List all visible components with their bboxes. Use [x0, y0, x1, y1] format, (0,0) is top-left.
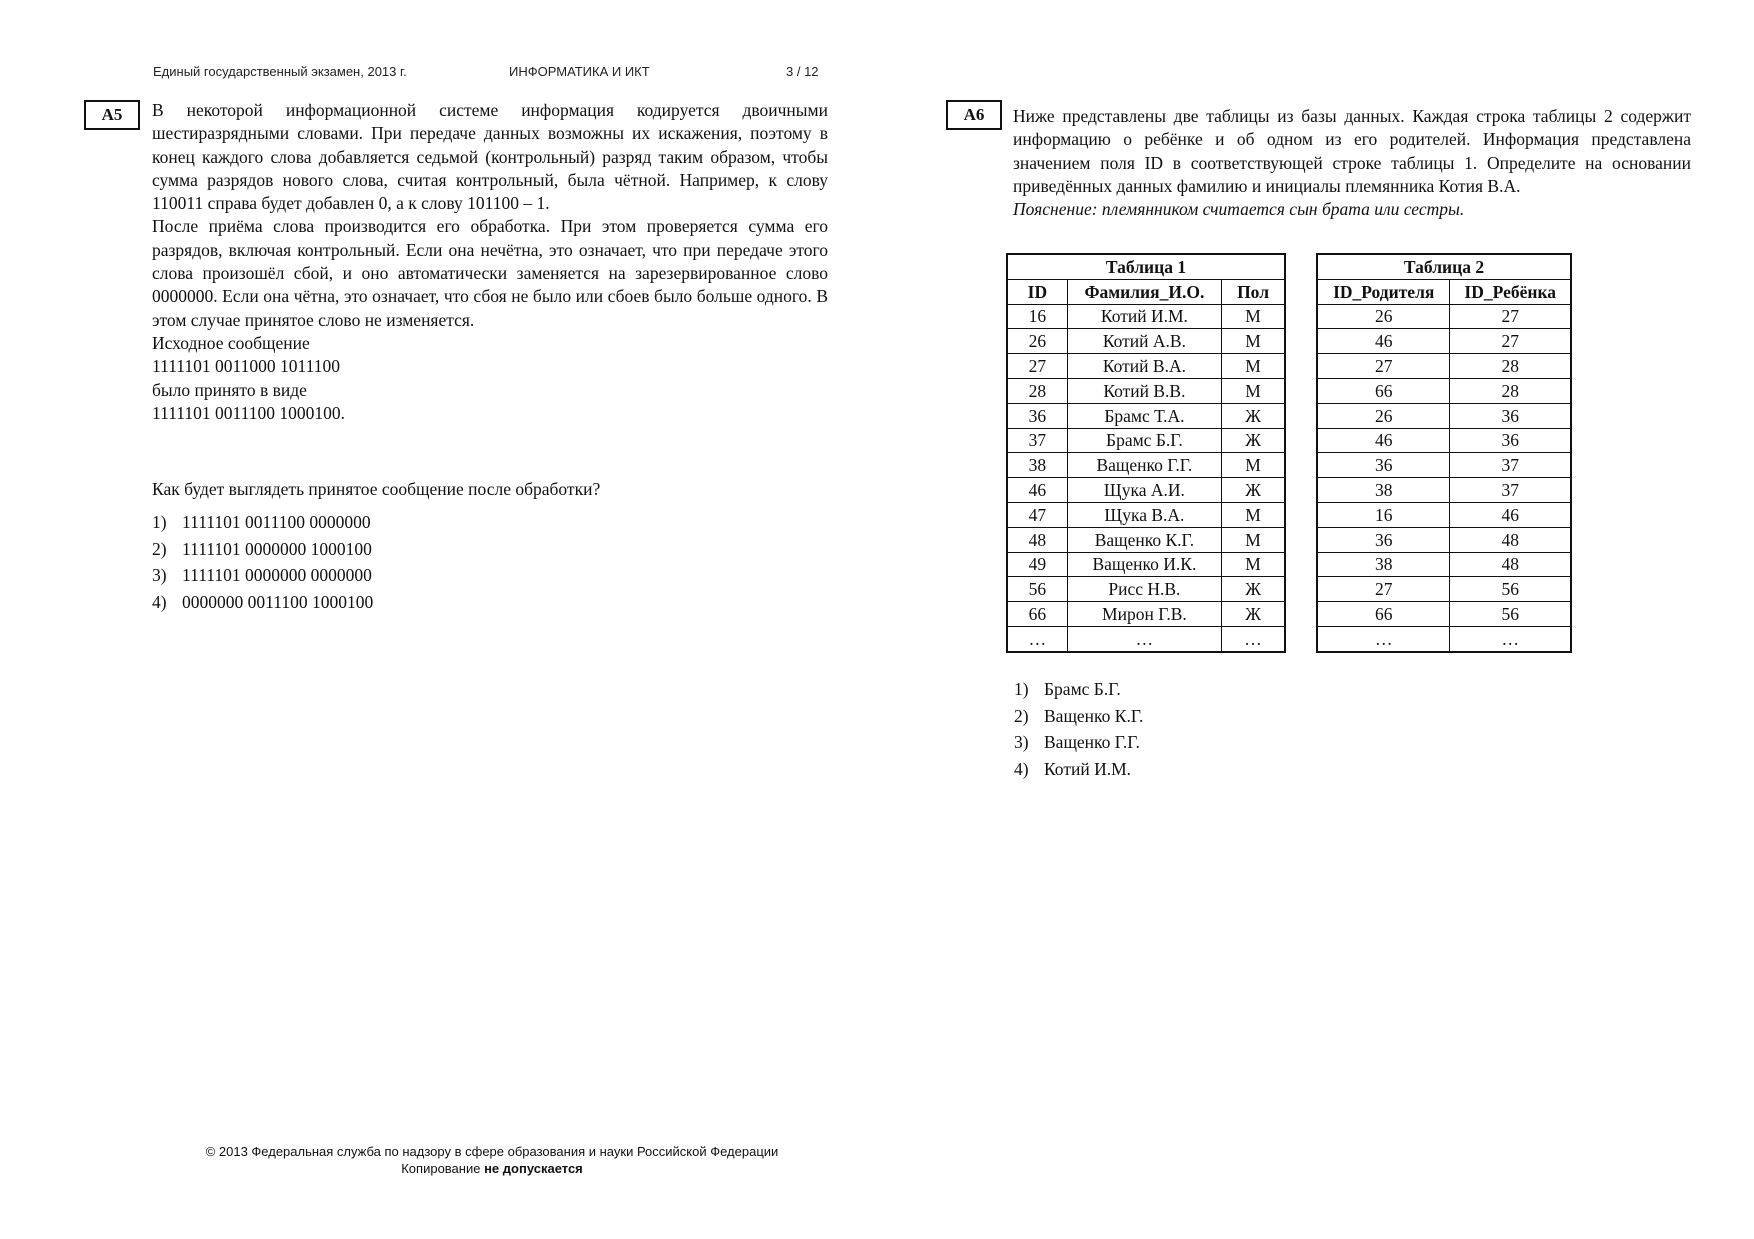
a5-line-original-label: Исходное сообщение	[152, 332, 310, 353]
table-1-row-cell: Ж	[1222, 478, 1285, 503]
a6-option-4[interactable]: 4) Котий И.М.	[1014, 758, 1132, 779]
table-2-row-cell: 28	[1450, 354, 1571, 379]
table-2-row	[1317, 304, 1571, 329]
table-2-row-cell: 36	[1450, 428, 1571, 453]
table-1-row-cell: М	[1222, 552, 1285, 577]
table-1-row	[1007, 428, 1285, 453]
table-2-row-cell: 46	[1450, 502, 1571, 527]
a5-option-2[interactable]: 2) 1111101 0000000 1000100	[152, 538, 372, 559]
table-2-row	[1317, 527, 1571, 552]
table-1-row-cell: 56	[1007, 577, 1067, 602]
table-2-row-cell: 28	[1450, 378, 1571, 403]
table-1-row	[1007, 527, 1285, 552]
table-1-row	[1007, 329, 1285, 354]
header-subject: ИНФОРМАТИКА И ИКТ	[509, 64, 650, 79]
table-1-row-cell: 46	[1007, 478, 1067, 503]
table-1-row-cell: Ж	[1222, 403, 1285, 428]
a6-option-2[interactable]: 2) Ващенко К.Г.	[1014, 705, 1144, 726]
table-1-row-cell: 48	[1007, 527, 1067, 552]
table-2-row	[1317, 403, 1571, 428]
table-1-row-cell: Мирон Г.В.	[1067, 602, 1221, 627]
table-1-row-cell: Рисс Н.В.	[1067, 577, 1221, 602]
table-2-row-cell: 36	[1317, 453, 1450, 478]
table-2-row-cell: 27	[1450, 304, 1571, 329]
table-2-row	[1317, 354, 1571, 379]
table-2-header-parent-id: ID_Родителя	[1317, 279, 1450, 304]
table-1-row	[1007, 602, 1285, 627]
table-1-row-cell: 66	[1007, 602, 1067, 627]
table-1-row-cell: 27	[1007, 354, 1067, 379]
table-2-row-cell: …	[1450, 626, 1571, 651]
table-1-row	[1007, 354, 1285, 379]
table-1-row	[1007, 378, 1285, 403]
question-a6-text	[1013, 105, 1691, 221]
question-label-a5: A5	[84, 100, 140, 130]
table-2-row-cell: 66	[1317, 378, 1450, 403]
a6-options	[1014, 676, 1143, 782]
table-2-title: Таблица 2	[1317, 254, 1571, 279]
table-2-row-cell: 48	[1450, 527, 1571, 552]
table-1-row-cell: Ж	[1222, 577, 1285, 602]
table-1-row-cell: М	[1222, 378, 1285, 403]
table-1-row	[1007, 502, 1285, 527]
a6-note: Пояснение: племянником считается сын брата или сестры.	[1013, 199, 1465, 220]
table-2-row-cell: 27	[1317, 577, 1450, 602]
table-1-row-cell: 37	[1007, 428, 1067, 453]
footer-copy-forbidden: не допускается	[484, 1161, 583, 1176]
table-2-row-cell: 38	[1317, 552, 1450, 577]
table-2-row-cell: 48	[1450, 552, 1571, 577]
table-1-header-id: ID	[1007, 279, 1067, 304]
table-1-row-cell: Щука В.А.	[1067, 502, 1221, 527]
table-2-row	[1317, 577, 1571, 602]
table-2-header-child-id: ID_Ребёнка	[1450, 279, 1571, 304]
a6-option-1[interactable]: 1) Брамс Б.Г.	[1014, 679, 1121, 699]
table-1-row-cell: Щука А.И.	[1067, 478, 1221, 503]
table-1-row-cell: …	[1067, 626, 1221, 651]
table-2-row-cell: 38	[1317, 478, 1450, 503]
table-2-row-cell: 26	[1317, 403, 1450, 428]
table-1-row-cell: Котий А.В.	[1067, 329, 1221, 354]
table-2-row-cell: 56	[1450, 577, 1571, 602]
table-2-row	[1317, 453, 1571, 478]
table-1-row-cell: М	[1222, 453, 1285, 478]
table-2-row-cell: 46	[1317, 329, 1450, 354]
table-1-row-cell: Котий В.В.	[1067, 378, 1221, 403]
table-1-row	[1007, 403, 1285, 428]
table-1-row	[1007, 304, 1285, 329]
table-2-row-cell: 56	[1450, 602, 1571, 627]
table-1-row	[1007, 453, 1285, 478]
table-1-row-cell: 28	[1007, 378, 1067, 403]
table-2-row-cell: 36	[1450, 403, 1571, 428]
table-2-row	[1317, 428, 1571, 453]
a5-options	[152, 509, 373, 615]
table-2-row-cell: …	[1317, 626, 1450, 651]
header-exam-title: Единый государственный экзамен, 2013 г.	[153, 64, 407, 79]
table-1-row-cell: …	[1222, 626, 1285, 651]
table-2-row	[1317, 502, 1571, 527]
table-1	[1006, 253, 1286, 653]
table-2-row-cell: 36	[1317, 527, 1450, 552]
table-1-row-cell: 36	[1007, 403, 1067, 428]
table-1-row-cell: 47	[1007, 502, 1067, 527]
table-1-row	[1007, 552, 1285, 577]
table-1-row-cell: Ващенко Г.Г.	[1067, 453, 1221, 478]
a5-option-4[interactable]: 4) 0000000 0011100 1000100	[152, 591, 374, 612]
footer-copy-notice: Копирование не допускается	[401, 1161, 583, 1176]
table-1-row-cell: Ж	[1222, 602, 1285, 627]
table-1-row-cell: М	[1222, 527, 1285, 552]
table-2-row	[1317, 626, 1571, 651]
a5-line-received-label: было принято в виде	[152, 379, 307, 400]
question-a5-text	[152, 99, 828, 425]
a5-question: Как будет выглядеть принятое сообщение после обработки?	[152, 479, 601, 499]
table-2	[1316, 253, 1572, 653]
table-2-row	[1317, 378, 1571, 403]
table-2-row	[1317, 478, 1571, 503]
table-1-row-cell: 49	[1007, 552, 1067, 577]
a6-option-3[interactable]: 3) Ващенко Г.Г.	[1014, 732, 1140, 752]
table-1-row-cell: Ж	[1222, 428, 1285, 453]
table-2-row-cell: 16	[1317, 502, 1450, 527]
table-1-row-cell: Брамс Б.Г.	[1067, 428, 1221, 453]
table-1-row-cell: М	[1222, 329, 1285, 354]
table-1-row-cell: М	[1222, 502, 1285, 527]
a6-paragraph-1: Ниже представлены две таблицы из базы данных. Каждая строка таблицы 2 содержит информацию о ребёнке и об одном из его родителей. Информация представлена значением поля ID в соответствующей строке таблицы 1. Определите на основании приведённых данных фамилию и инициалы племянника Котия В.А.	[1013, 106, 1691, 196]
table-1-row-cell: …	[1007, 626, 1067, 651]
table-1-row	[1007, 478, 1285, 503]
table-1-header-sex: Пол	[1222, 279, 1285, 304]
footer-copyright: © 2013 Федеральная служба по надзору в сфере образования и науки Российской Федерации	[205, 1144, 779, 1159]
table-2-row-cell: 46	[1317, 428, 1450, 453]
table-1-title: Таблица 1	[1007, 254, 1285, 279]
a5-option-3[interactable]: 3) 1111101 0000000 0000000	[152, 565, 372, 585]
table-2-row-cell: 26	[1317, 304, 1450, 329]
table-1-row-cell: 16	[1007, 304, 1067, 329]
table-2-row-cell: 37	[1450, 453, 1571, 478]
table-1-row-cell: 26	[1007, 329, 1067, 354]
table-1-row	[1007, 626, 1285, 651]
table-1-row-cell: М	[1222, 304, 1285, 329]
table-1-row-cell: Ващенко И.К.	[1067, 552, 1221, 577]
a5-paragraph-2: После приёма слова производится его обработка. При этом проверяется сумма его разрядов, включая контрольный. Если она нечётна, это означает, что при передаче этого слова произошёл сбой, и оно автоматически заменяется на зарезервированное слово 0000000. Если она чётна, это означает, что сбоя не было или сбоев было больше одного. В этом случае принятое слово не изменяется.	[152, 216, 828, 330]
table-2-row-cell: 27	[1450, 329, 1571, 354]
a5-paragraph-1: В некоторой информационной системе информация кодируется двоичными шестиразрядными словами. При передаче данных возможны их искажения, поэтому в конец каждого слова добавляется седьмой (контрольный) разряд таким образом, чтобы сумма разрядов нового слова, считая контрольный, была чётной. Например, к слову 110011 справа будет добавлен 0, а к слову 101100 – 1.	[152, 100, 828, 214]
table-1-row-cell: Брамс Т.А.	[1067, 403, 1221, 428]
table-1-row-cell: Котий И.М.	[1067, 304, 1221, 329]
table-2-row	[1317, 602, 1571, 627]
a5-option-1[interactable]: 1) 1111101 0011100 0000000	[152, 512, 371, 532]
table-2-row-cell: 27	[1317, 354, 1450, 379]
table-1-row-cell: Котий В.А.	[1067, 354, 1221, 379]
question-label-a6: A6	[946, 100, 1002, 130]
a5-line-received-message: 1111101 0011100 1000100.	[152, 402, 345, 423]
table-1-row-cell: 38	[1007, 453, 1067, 478]
a5-line-original-message: 1111101 0011000 1011100	[152, 356, 340, 377]
table-1-header-name: Фамилия_И.О.	[1067, 279, 1221, 304]
table-1-row-cell: Ващенко К.Г.	[1067, 527, 1221, 552]
table-2-row	[1317, 329, 1571, 354]
table-2-row-cell: 66	[1317, 602, 1450, 627]
table-1-row-cell: М	[1222, 354, 1285, 379]
header-page-number: 3 / 12	[786, 64, 819, 79]
table-1-row	[1007, 577, 1285, 602]
table-2-row	[1317, 552, 1571, 577]
table-2-row-cell: 37	[1450, 478, 1571, 503]
